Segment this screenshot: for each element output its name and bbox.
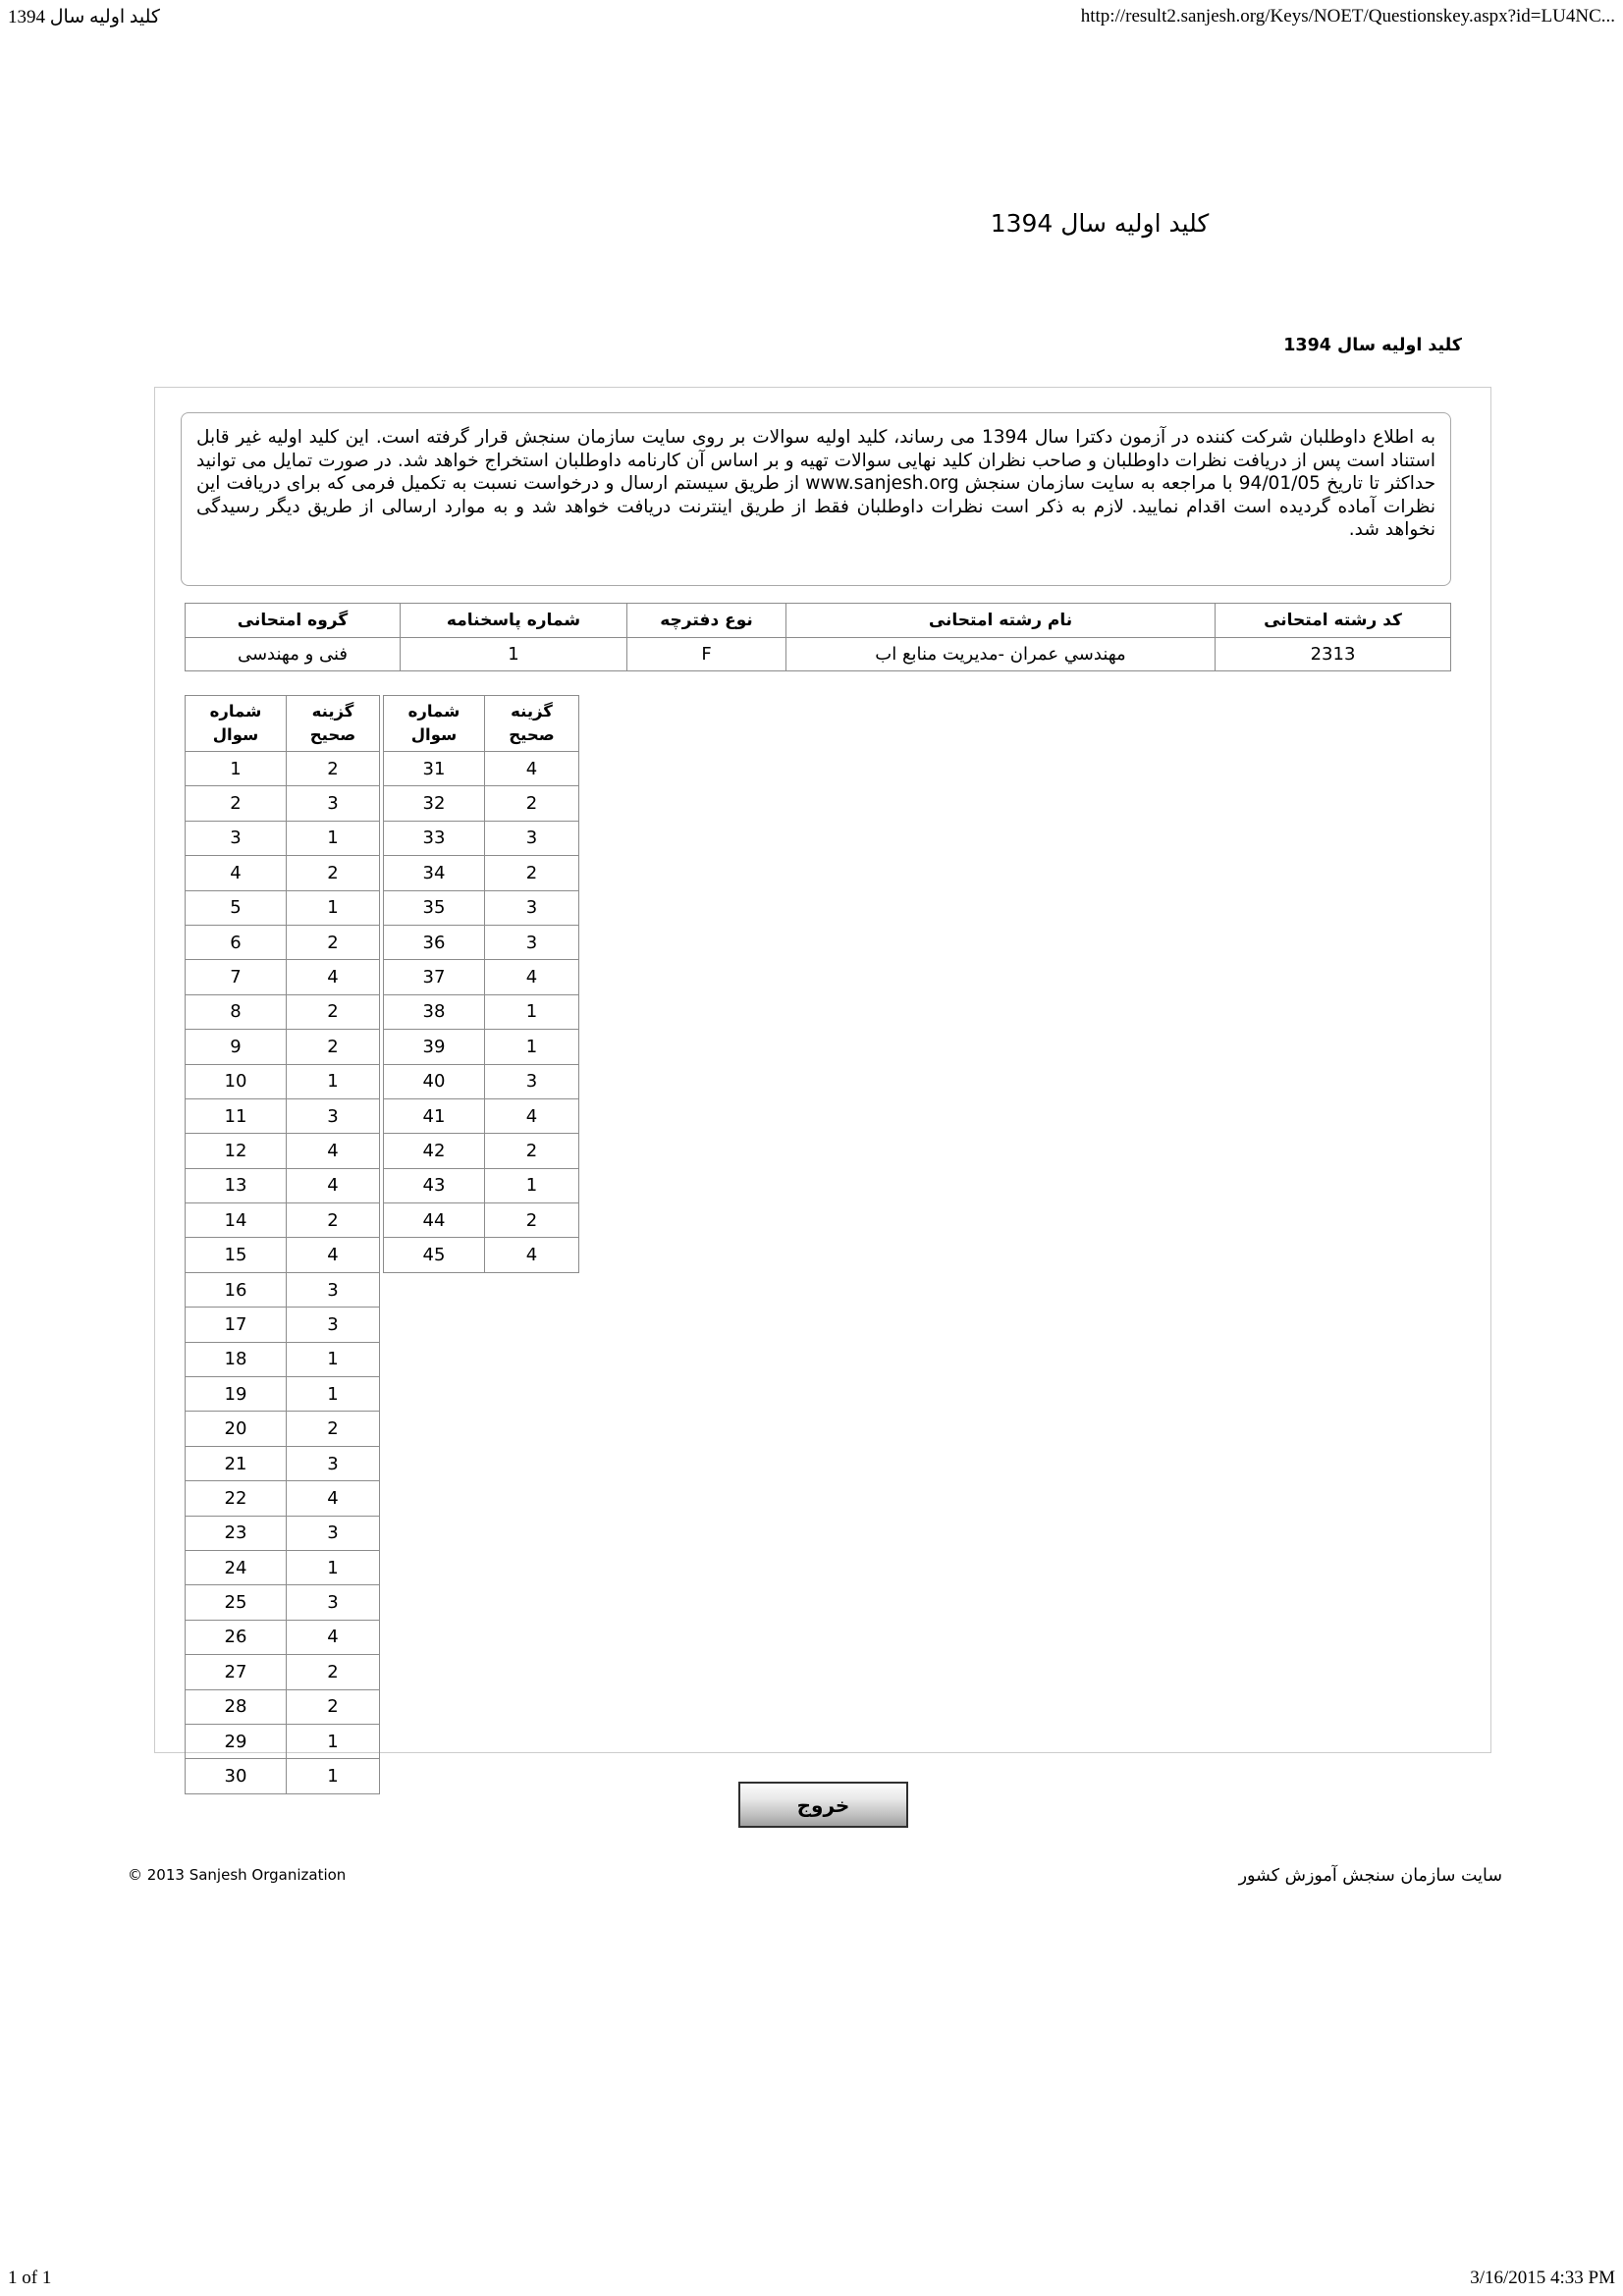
answer-cell: 7 — [186, 960, 287, 994]
answer-cell: 4 — [287, 1134, 380, 1168]
answer-row — [384, 1203, 579, 1238]
answer-cell: 21 — [186, 1446, 287, 1480]
header-correct-choice: گزینه صحیح — [485, 696, 579, 752]
answer-cell: 2 — [485, 1203, 579, 1238]
answer-cell: 2 — [287, 1412, 380, 1446]
answer-cell: 30 — [186, 1759, 287, 1793]
value-field-name: مهندسي عمران -مديريت منابع اب — [786, 638, 1216, 671]
answer-row — [384, 925, 579, 959]
answer-row — [186, 925, 380, 959]
answer-row — [186, 856, 380, 890]
answer-cell: 4 — [485, 752, 579, 786]
answer-cell: 3 — [485, 1064, 579, 1098]
answer-row — [186, 1620, 380, 1654]
answer-cell: 42 — [384, 1134, 485, 1168]
answer-cell: 1 — [485, 994, 579, 1029]
answer-row — [186, 1064, 380, 1098]
answer-cell: 2 — [287, 1030, 380, 1064]
answer-cell: 19 — [186, 1377, 287, 1412]
answer-cell: 2 — [485, 856, 579, 890]
answer-cell: 2 — [186, 786, 287, 821]
answer-cell: 4 — [287, 1620, 380, 1654]
answer-cell: 2 — [287, 856, 380, 890]
answer-cell: 24 — [186, 1550, 287, 1584]
answer-cell: 27 — [186, 1655, 287, 1689]
answer-cell: 3 — [287, 786, 380, 821]
answer-cell: 8 — [186, 994, 287, 1029]
copyright-text: © 2013 Sanjesh Organization — [128, 1866, 347, 1884]
answer-row — [186, 1203, 380, 1238]
answer-cell: 29 — [186, 1724, 287, 1758]
answer-row — [384, 856, 579, 890]
answer-cell: 5 — [186, 890, 287, 925]
value-exam-group: فنی و مهندسی — [186, 638, 401, 671]
answer-cell: 2 — [485, 1134, 579, 1168]
answer-cell: 17 — [186, 1308, 287, 1342]
value-exam-code: 2313 — [1216, 638, 1451, 671]
exit-button[interactable]: خروج — [738, 1782, 908, 1828]
answer-cell: 26 — [186, 1620, 287, 1654]
answer-row — [186, 1134, 380, 1168]
answer-cell: 39 — [384, 1030, 485, 1064]
answer-cell: 1 — [485, 1030, 579, 1064]
answer-cell: 3 — [287, 1098, 380, 1133]
answer-row — [186, 1272, 380, 1307]
answer-cell: 1 — [287, 1342, 380, 1376]
answer-cell: 43 — [384, 1168, 485, 1202]
value-booklet-type: F — [627, 638, 786, 671]
answer-cell: 2 — [485, 786, 579, 821]
answer-cell: 1 — [485, 1168, 579, 1202]
answer-row — [186, 1724, 380, 1758]
header-correct-choice: گزینه صحیح — [287, 696, 380, 752]
answer-cell: 1 — [287, 890, 380, 925]
answer-cell: 38 — [384, 994, 485, 1029]
answer-cell: 2 — [287, 752, 380, 786]
value-answersheet-number: 1 — [401, 638, 627, 671]
answer-row — [186, 1412, 380, 1446]
header-exam-code: کد رشته امتحانی — [1216, 604, 1451, 638]
answer-cell: 34 — [384, 856, 485, 890]
answer-cell: 28 — [186, 1689, 287, 1724]
answer-row — [384, 786, 579, 821]
answer-cell: 3 — [287, 1516, 380, 1550]
answer-cell: 2 — [287, 1655, 380, 1689]
answer-row — [384, 1238, 579, 1272]
answer-cell: 33 — [384, 821, 485, 855]
answer-cell: 25 — [186, 1585, 287, 1620]
answer-cell: 1 — [287, 1550, 380, 1584]
answer-cell: 2 — [287, 1203, 380, 1238]
answer-row — [186, 786, 380, 821]
answer-cell: 2 — [287, 994, 380, 1029]
answer-row — [186, 821, 380, 855]
answer-cell: 4 — [287, 1168, 380, 1202]
answer-cell: 35 — [384, 890, 485, 925]
header-exam-group: گروه امتحانی — [186, 604, 401, 638]
answer-cell: 9 — [186, 1030, 287, 1064]
print-header-url: http://result2.sanjesh.org/Keys/NOET/Questionskey.aspx?id=LU4NC... — [1080, 6, 1615, 27]
answer-header-row — [186, 696, 380, 752]
answer-cell: 1 — [186, 752, 287, 786]
answer-cell: 4 — [485, 960, 579, 994]
answer-cell: 3 — [485, 925, 579, 959]
answer-row — [384, 1098, 579, 1133]
answer-cell: 15 — [186, 1238, 287, 1272]
print-header-title: کلید اولیه سال 1394 — [8, 7, 160, 27]
answer-row — [186, 1377, 380, 1412]
answer-row — [186, 1308, 380, 1342]
answer-row — [186, 1655, 380, 1689]
answer-cell: 1 — [287, 1724, 380, 1758]
exam-info-table — [185, 603, 1451, 671]
answer-cell: 2 — [287, 1689, 380, 1724]
print-footer-timestamp: 3/16/2015 4:33 PM — [1470, 2268, 1615, 2288]
answer-row — [384, 890, 579, 925]
answer-row — [186, 1098, 380, 1133]
answer-cell: 4 — [287, 1481, 380, 1516]
answer-row — [384, 821, 579, 855]
page-title: کلید اولیه سال 1394 — [990, 209, 1210, 238]
answer-cell: 37 — [384, 960, 485, 994]
answer-cell: 41 — [384, 1098, 485, 1133]
answer-row — [186, 1759, 380, 1793]
answer-cell: 3 — [485, 821, 579, 855]
answer-row — [384, 994, 579, 1029]
answer-row — [384, 752, 579, 786]
answer-row — [384, 1134, 579, 1168]
answer-cell: 20 — [186, 1412, 287, 1446]
answer-cell: 4 — [287, 1238, 380, 1272]
answer-row — [186, 1585, 380, 1620]
answer-cell: 32 — [384, 786, 485, 821]
content-panel — [154, 387, 1491, 1788]
answer-cell: 16 — [186, 1272, 287, 1307]
answer-cell: 14 — [186, 1203, 287, 1238]
answer-cell: 31 — [384, 752, 485, 786]
answer-cell: 40 — [384, 1064, 485, 1098]
answer-cell: 3 — [287, 1585, 380, 1620]
answer-header-row — [384, 696, 579, 752]
answer-cell: 1 — [287, 1064, 380, 1098]
answer-cell: 4 — [485, 1098, 579, 1133]
answer-cell: 44 — [384, 1203, 485, 1238]
answer-cell: 23 — [186, 1516, 287, 1550]
answer-row — [186, 1030, 380, 1064]
answer-cell: 45 — [384, 1238, 485, 1272]
answer-row — [384, 1168, 579, 1202]
header-booklet-type: نوع دفترچه — [627, 604, 786, 638]
answer-cell: 6 — [186, 925, 287, 959]
answer-cell: 2 — [287, 925, 380, 959]
answer-row — [384, 1064, 579, 1098]
answer-cell: 11 — [186, 1098, 287, 1133]
answer-cell: 1 — [287, 1377, 380, 1412]
answer-row — [186, 1481, 380, 1516]
answer-row — [384, 960, 579, 994]
print-footer-page-count: 1 of 1 — [8, 2268, 52, 2288]
section-heading: کلید اولیه سال 1394 — [1283, 336, 1462, 355]
header-answersheet-number: شماره پاسخنامه — [401, 604, 627, 638]
answer-cell: 3 — [186, 821, 287, 855]
answer-row — [186, 1168, 380, 1202]
answer-cell: 4 — [287, 960, 380, 994]
site-name-text: سایت سازمان سنجش آموزش کشور — [1238, 1866, 1502, 1886]
answer-row — [186, 1550, 380, 1584]
answer-key-table-1 — [185, 695, 380, 1794]
answer-cell: 3 — [287, 1272, 380, 1307]
answer-cell: 3 — [287, 1308, 380, 1342]
answer-cell: 12 — [186, 1134, 287, 1168]
answer-row — [186, 1446, 380, 1480]
answer-row — [186, 1342, 380, 1376]
answer-cell: 3 — [287, 1446, 380, 1480]
answer-row — [186, 1238, 380, 1272]
answer-cell: 1 — [287, 1759, 380, 1793]
answer-cell: 4 — [186, 856, 287, 890]
answer-cell: 22 — [186, 1481, 287, 1516]
answer-cell: 10 — [186, 1064, 287, 1098]
answer-row — [186, 994, 380, 1029]
header-question-number: شماره سوال — [384, 696, 485, 752]
answer-row — [186, 1689, 380, 1724]
answer-cell: 36 — [384, 925, 485, 959]
answer-cell: 1 — [287, 821, 380, 855]
answer-row — [186, 890, 380, 925]
exam-info-header-row — [186, 604, 1451, 638]
answer-row — [186, 752, 380, 786]
notice-paragraph: به اطلاع داوطلبان شرکت کننده در آزمون دکترا سال 1394 می رساند، کلید اولیه سوالات بر روی سایت سازمان سنجش قرار گرفته است. این کلید اولیه غیر قابل استناد است پس از دریافت نظرات داوطلبان و صاحب نظران کلید نهایی سوالات تهیه و بر اساس آن کارنامه داوطلبان استخراج خواهد شد. در صورت تمایل می توانید حداکثر تا تاریخ 94/01/05 با مراجعه به سایت سازمان سنجش www.sanjesh.org از طریق سیستم ارسال و درخواست نسبت به تکمیل فرمی که برای دریافت این نظرات آماده گردیده است اقدام نمایید. لازم به ذکر است نظرات داوطلبان فقط از طریق اینترنت دریافت خواهد شد و به موارد ارسالی از طریق دیگر رسیدگی نخواهد شد. — [181, 412, 1451, 586]
answer-cell: 13 — [186, 1168, 287, 1202]
answer-row — [384, 1030, 579, 1064]
answer-row — [186, 1516, 380, 1550]
answer-cell: 3 — [485, 890, 579, 925]
answer-cell: 4 — [485, 1238, 579, 1272]
header-question-number: شماره سوال — [186, 696, 287, 752]
header-field-name: نام رشته امتحانی — [786, 604, 1216, 638]
exam-info-value-row — [186, 638, 1451, 671]
answer-row — [186, 960, 380, 994]
answer-cell: 18 — [186, 1342, 287, 1376]
answer-key-table-2 — [383, 695, 579, 1273]
